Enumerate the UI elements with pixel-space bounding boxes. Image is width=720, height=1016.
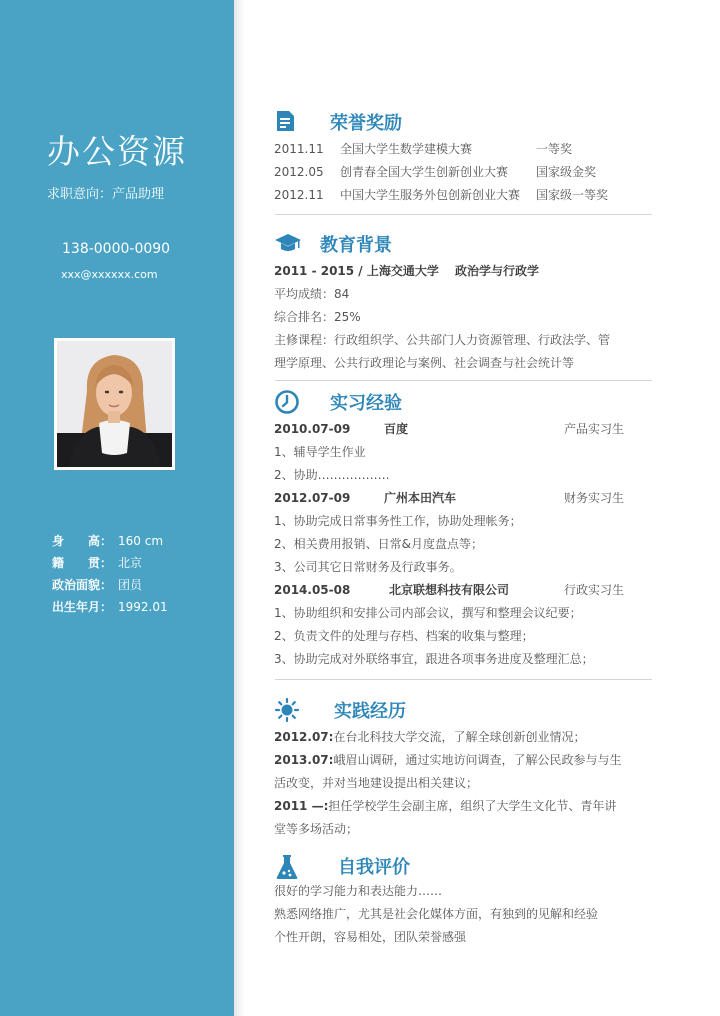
education-courses-cont: 理学原理、公共行政理论与案例、社会调查与社会统计等: [274, 356, 575, 370]
sun-icon: [274, 697, 300, 723]
job-duty: 3、公司其它日常财务及行政事务。: [274, 560, 462, 574]
job-company: 北京联想科技有限公司: [389, 583, 510, 597]
honor-row: [274, 161, 654, 184]
info-value: 160 cm: [118, 534, 164, 548]
job-date: 2014.05-08: [274, 583, 351, 597]
job-role: 财务实习生: [564, 491, 625, 505]
practice-item: [274, 749, 654, 772]
self-eval-section: [274, 852, 654, 949]
self-eval-line: 个性开朗，容易相处，团队荣誉感强: [274, 930, 467, 944]
self-eval-header: [274, 852, 654, 880]
honor-name: 全国大学生数学建模大赛: [340, 142, 473, 156]
internship-section: [274, 388, 654, 671]
job-duty: 2、协助………………: [274, 468, 390, 482]
honor-date: 2011.11: [274, 142, 324, 156]
practice-title: 实践经历: [334, 701, 406, 722]
self-eval-line: 很好的学习能力和表达能力……: [274, 884, 443, 898]
education-courses: 主修课程：行政组织学、公共部门人力资源管理、行政法学、管: [274, 333, 611, 347]
info-row-birth: [52, 598, 168, 620]
practice-text: 峨眉山调研，通过实地访问调查，了解公民政参与与生: [333, 753, 622, 767]
self-eval-title: 自我评价: [338, 857, 410, 878]
honor-row: [274, 184, 654, 207]
job-duty: 3、协助完成对外联络事宜，跟进各项事务进度及整理汇总；: [274, 652, 594, 666]
personal-info: [52, 532, 168, 620]
practice-section: [274, 696, 654, 841]
practice-text-cont: 堂等多场活动；: [274, 822, 359, 836]
practice-text: 担任学校学生会副主席，组织了大学生文化节、青年讲: [328, 799, 617, 813]
education-header: [274, 230, 654, 258]
job-date: 2012.07-09: [274, 491, 351, 505]
info-label: 出生年月：: [52, 600, 113, 614]
honor-award: 一等奖: [536, 142, 573, 156]
job-duty: 1、协助组织和安排公司内部会议，撰写和整理会议纪要；: [274, 606, 582, 620]
clock-icon: [274, 389, 300, 415]
info-value: 团员: [118, 578, 143, 592]
education-rank: 综合排名：25%: [274, 310, 361, 324]
practice-date: 2011 —:: [274, 799, 329, 813]
info-value: 1992.01: [118, 600, 168, 614]
section-divider: [275, 380, 652, 381]
practice-item: [274, 726, 654, 749]
honor-name: 创青春全国大学生创新创业大赛: [340, 165, 509, 179]
practice-date: 2013.07:: [274, 753, 334, 767]
honors-title: 荣誉奖励: [330, 113, 402, 134]
info-row-height: [52, 532, 168, 554]
education-section: [274, 230, 654, 375]
flask-icon: [274, 853, 300, 879]
honor-date: 2012.11: [274, 188, 324, 202]
education-gpa: 平均成绩：84: [274, 287, 350, 301]
job-company: 百度: [384, 422, 409, 436]
job-duty: 2、相关费用报销、日常&月度盘点等；: [274, 537, 483, 551]
practice-text: 在台北科技大学交流，了解全球创新创业情况；: [333, 730, 586, 744]
job-header: [274, 487, 654, 510]
sidebar: [0, 0, 234, 1016]
email-address: xxx@xxxxxx.com: [61, 268, 158, 281]
document-icon: [274, 109, 300, 135]
practice-date: 2012.07:: [274, 730, 334, 744]
practice-item: [274, 795, 654, 818]
job-intent: 求职意向：产品助理: [47, 187, 165, 202]
honors-section: [274, 108, 654, 207]
internship-header: [274, 388, 654, 416]
candidate-name: 办公资源: [47, 132, 187, 171]
info-label: 籍 贯：: [52, 556, 113, 570]
education-title: 教育背景: [320, 235, 392, 256]
practice-text-cont: 活改变，并对当地建设提出相关建议；: [274, 776, 479, 790]
sidebar-shadow: [234, 0, 244, 1016]
self-eval-line: 熟悉网络推广，尤其是社会化媒体方面，有独到的见解和经验: [274, 907, 599, 921]
info-value: 北京: [118, 556, 143, 570]
practice-header: [274, 696, 654, 724]
profile-photo: [54, 338, 175, 470]
education-header-line: 2011 - 2015 / 上海交通大学 政治学与行政学: [274, 264, 540, 278]
job-duty: 1、协助完成日常事务性工作，协助处理帐务；: [274, 514, 522, 528]
honor-award: 国家级金奖: [536, 165, 597, 179]
honor-name: 中国大学生服务外包创新创业大赛: [340, 188, 521, 202]
info-row-political: [52, 576, 168, 598]
honors-header: [274, 108, 654, 136]
job-duty: 1、辅导学生作业: [274, 445, 366, 459]
honor-award: 国家级一等奖: [536, 188, 609, 202]
info-label: 身 高：: [52, 534, 113, 548]
section-divider: [275, 679, 652, 680]
job-role: 产品实习生: [564, 422, 625, 436]
job-role: 行政实习生: [564, 583, 625, 597]
job-header: [274, 579, 654, 602]
phone-number: 138-0000-0090: [62, 241, 171, 257]
graduation-cap-icon: [274, 231, 300, 257]
internship-title: 实习经验: [330, 393, 402, 414]
job-date: 2010.07-09: [274, 422, 351, 436]
job-company: 广州本田汽车: [384, 491, 457, 505]
info-row-hometown: [52, 554, 168, 576]
honor-row: [274, 138, 654, 161]
job-header: [274, 418, 654, 441]
honor-date: 2012.05: [274, 165, 324, 179]
job-duty: 2、负责文件的处理与存档、档案的收集与整理；: [274, 629, 534, 643]
section-divider: [275, 214, 652, 215]
info-label: 政治面貌：: [52, 578, 113, 592]
